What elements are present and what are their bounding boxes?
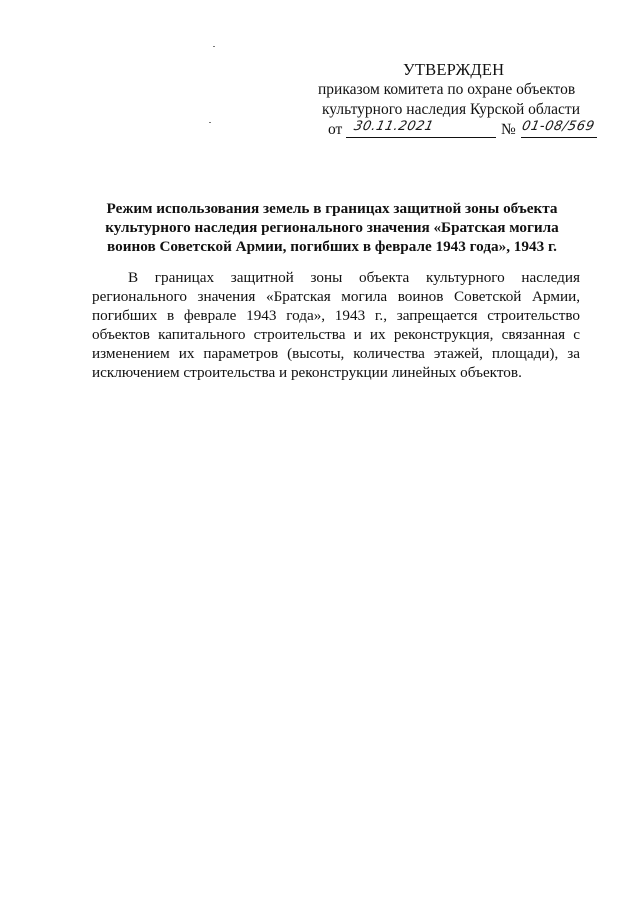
approval-line-2: культурного наследия Курской области <box>322 101 580 118</box>
title-line-1: Режим использования земель в границах защитной зоны объекта <box>106 200 558 217</box>
body-line-2: регионального значения «Братская могила воинов Советской Армии, <box>92 288 580 305</box>
body-line-6: исключением строительства и реконструкции линейных объектов. <box>92 364 522 381</box>
scan-speck <box>213 46 215 47</box>
handwritten-date: 30.11.2021 <box>352 119 436 134</box>
body-line-3: погибших в феврале 1943 года», 1943 г., запрещается строительство <box>92 307 580 324</box>
date-prefix: от <box>328 121 343 138</box>
approval-stamp <box>318 60 598 142</box>
body-line-5: изменением их параметров (высоты, количества этажей, площади), за <box>92 345 580 362</box>
title-line-2: культурного наследия регионального значения «Братская могила <box>105 219 559 236</box>
body-line-4: объектов капитального строительства и их реконструкция, связанная с <box>92 326 580 343</box>
handwritten-number: 01-08/569 <box>520 119 597 134</box>
approval-line-1: приказом комитета по охране объектов <box>318 81 576 98</box>
approval-heading: УТВЕРЖДЕН <box>403 60 505 79</box>
body-paragraph <box>92 268 580 382</box>
number-label: № <box>501 121 516 138</box>
scan-speck <box>209 122 211 123</box>
approval-signature-row <box>318 120 598 142</box>
document-title <box>96 199 568 256</box>
body-line-1: В границах защитной зоны объекта культурного наследия <box>128 269 580 286</box>
title-line-3: воинов Советской Армии, погибших в феврале 1943 года», 1943 г. <box>107 238 557 255</box>
